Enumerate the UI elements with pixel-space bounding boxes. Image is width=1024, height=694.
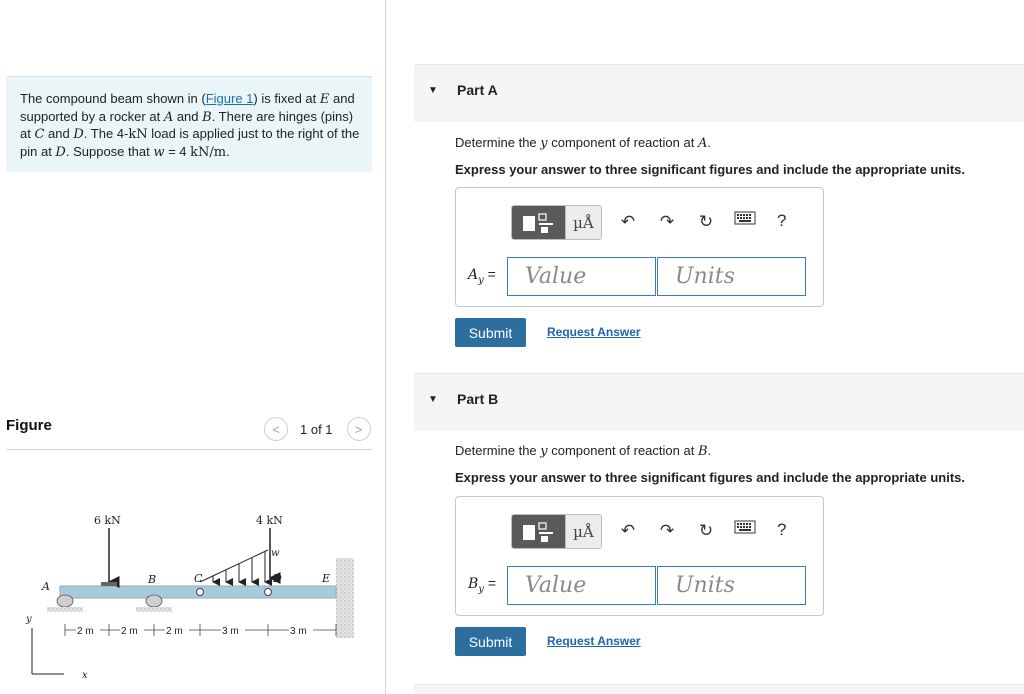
instruction-text: Express your answer to three significant figures and include the appropriate units.: [455, 162, 965, 177]
load-label-4kn: 4 kN: [256, 514, 283, 527]
reset-icon[interactable]: ↻: [698, 521, 714, 540]
undo-icon[interactable]: ↶: [620, 521, 636, 540]
request-answer-link[interactable]: Request Answer: [547, 325, 641, 339]
caret-down-icon: ▼: [428, 394, 438, 405]
templates-icon: [521, 521, 555, 543]
unit-kn-per-m: kN/m: [190, 144, 227, 160]
units-button[interactable]: [565, 515, 601, 548]
point-a: A: [697, 136, 708, 151]
dim-label: 2 m: [77, 626, 94, 637]
submit-button[interactable]: Submit: [455, 627, 526, 656]
request-answer-link[interactable]: Request Answer: [547, 634, 641, 648]
problem-statement: [6, 76, 372, 172]
next-figure-button[interactable]: [347, 417, 371, 441]
math-toolbar-group: [511, 205, 602, 240]
point-b: B: [202, 109, 212, 125]
answer-var: B: [468, 576, 479, 592]
problem-text: . Suppose that: [65, 143, 154, 159]
answer-label: [468, 575, 496, 595]
answer-box: [455, 187, 824, 307]
problem-text: . The 4-: [83, 126, 129, 141]
dim-label: 3 m: [222, 626, 239, 637]
answer-label: [468, 266, 496, 286]
templates-button[interactable]: [512, 206, 565, 239]
var-y: y: [540, 136, 548, 151]
next-part-header-edge: [414, 684, 1024, 694]
part-a-header[interactable]: [414, 64, 1024, 122]
var-w: w: [153, 144, 165, 160]
question-text-segment: component of reaction at: [547, 443, 698, 458]
label-b: B: [148, 573, 157, 586]
problem-text: and supported by a rocker at: [20, 91, 355, 124]
problem-text: ) is fixed at: [253, 91, 320, 106]
hinge-c: [197, 589, 204, 596]
redo-icon[interactable]: ↷: [659, 521, 675, 540]
problem-text: = 4: [164, 143, 191, 159]
axis-y-label: y: [26, 614, 32, 625]
math-toolbar-group: [511, 514, 602, 549]
part-title: Part B: [457, 391, 499, 407]
chevron-right-icon: >: [354, 421, 363, 437]
question-text-segment: .: [707, 443, 712, 458]
beam-figure: [20, 500, 360, 682]
prev-figure-button[interactable]: [264, 417, 288, 441]
answer-sub: y: [478, 583, 484, 595]
fixed-wall: [336, 558, 354, 638]
label-d: D: [273, 572, 282, 585]
label-c: C: [194, 572, 203, 585]
problem-text: and: [44, 126, 74, 141]
submit-button[interactable]: Submit: [455, 318, 526, 347]
units-button[interactable]: [565, 206, 601, 239]
units-icon: µÅ: [573, 213, 594, 232]
question-text-segment: .: [707, 135, 711, 150]
figure-pager: [264, 417, 371, 441]
help-button[interactable]: ?: [777, 520, 787, 539]
chevron-left-icon: <: [272, 421, 280, 437]
dim-label: 2 m: [121, 626, 138, 637]
dim-label: 2 m: [166, 626, 183, 637]
question-text: [455, 135, 711, 151]
problem-text: load is applied just to the right of the pin at: [20, 126, 360, 159]
load-plate: [101, 582, 117, 586]
value-input[interactable]: Value: [507, 257, 656, 296]
point-d: D: [55, 144, 66, 160]
keyboard-icon[interactable]: [734, 519, 756, 539]
load-label-6kn: 6 kN: [94, 514, 121, 527]
problem-text: and: [173, 108, 203, 124]
label-e: E: [322, 572, 331, 585]
question-text: [455, 443, 711, 459]
left-panel: [0, 0, 386, 694]
redo-icon[interactable]: ↷: [659, 212, 675, 231]
question-text-segment: Determine the: [455, 135, 541, 150]
dim-label: 3 m: [290, 626, 307, 637]
units-input[interactable]: Units: [657, 257, 806, 296]
point-d: D: [73, 127, 84, 142]
w-label: w: [271, 548, 280, 559]
units-icon: µÅ: [573, 522, 594, 541]
right-panel: [414, 0, 1024, 694]
units-input[interactable]: Units: [657, 566, 806, 605]
label-a: A: [42, 580, 50, 593]
instruction-text: Express your answer to three significant figures and include the appropriate units.: [455, 470, 965, 485]
figure-divider: [6, 449, 372, 450]
part-title: Part A: [457, 82, 498, 98]
answer-sub: y: [478, 274, 484, 286]
answer-equals: =: [483, 266, 496, 282]
problem-text: . There are hinges (pins) at: [20, 108, 354, 141]
templates-icon: [521, 212, 555, 234]
problem-text: .: [226, 143, 230, 159]
figure-link[interactable]: Figure 1: [205, 91, 254, 106]
var-y: y: [540, 444, 548, 459]
value-input[interactable]: Value: [507, 566, 656, 605]
point-c: C: [34, 127, 45, 142]
reset-icon[interactable]: ↻: [698, 212, 714, 231]
question-text-segment: Determine the: [455, 443, 541, 458]
figure-pager-text: 1 of 1: [300, 421, 333, 437]
templates-button[interactable]: [512, 515, 565, 548]
answer-box: [455, 496, 824, 616]
keyboard-icon[interactable]: [734, 210, 756, 230]
answer-equals: =: [483, 575, 497, 591]
question-text-segment: component of reaction at: [547, 135, 698, 150]
point-e: E: [319, 92, 330, 107]
help-button[interactable]: ?: [777, 211, 787, 230]
problem-text: The compound beam shown in (: [20, 91, 206, 106]
part-b-header[interactable]: [414, 373, 1024, 431]
figure-title: Figure: [6, 417, 52, 434]
point-b: B: [697, 444, 708, 459]
axis-x-label: x: [82, 670, 88, 681]
unit-kn: kN: [128, 127, 148, 142]
caret-down-icon: ▼: [428, 85, 438, 96]
hinge-d: [265, 589, 272, 596]
answer-var: A: [468, 267, 479, 283]
point-a: A: [163, 109, 174, 125]
undo-icon[interactable]: ↶: [620, 212, 636, 231]
distributed-load: [200, 550, 268, 582]
